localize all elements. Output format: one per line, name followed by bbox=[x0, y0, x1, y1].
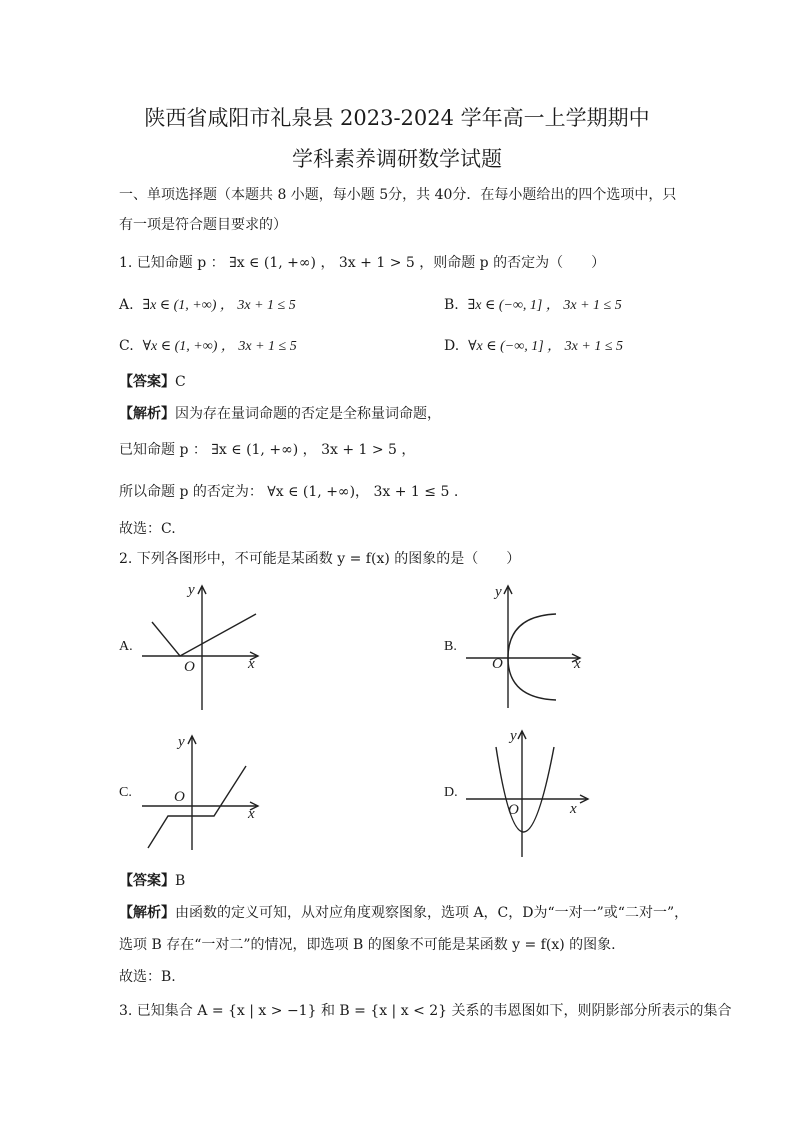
y-axis-label: y bbox=[188, 582, 195, 598]
function-curve bbox=[496, 747, 554, 832]
q1-analysis bbox=[119, 405, 441, 423]
q1-option-a bbox=[119, 296, 296, 315]
q1-analysis-line3: 所以命题 p 的否定为： ∀x ∈ (1, +∞)， 3x + 1 ≤ 5 . bbox=[119, 484, 459, 500]
q2-answer bbox=[119, 872, 185, 890]
q1-analysis-line2: 已知命题 p ： ∃x ∈ (1, +∞) ， 3x + 1 > 5 ， bbox=[119, 442, 416, 458]
q3-stem: 3. 已知集合 A = {x | x > −1} 和 B = {x | x < 2} 关系的韦恩图如下，则阴影部分所表示的集合 bbox=[119, 1003, 732, 1019]
graph-d bbox=[462, 725, 592, 860]
x-axis-label: x bbox=[574, 656, 581, 672]
graph-c bbox=[140, 730, 270, 855]
option-letter: B. bbox=[444, 297, 459, 313]
option-text: ∃x ∈ (−∞, 1] ， 3x + 1 ≤ 5 bbox=[467, 298, 622, 313]
option-letter: D. bbox=[444, 338, 460, 354]
analysis-label: 【解析】 bbox=[119, 905, 175, 921]
page-subtitle: 学科素养调研数学试题 bbox=[292, 147, 502, 171]
option-letter: A. bbox=[119, 297, 134, 313]
origin-label: O bbox=[184, 659, 195, 675]
analysis-text: 由函数的定义可知，从对应角度观察图象，选项 A，C，D为“一对一”或“二对一”， bbox=[175, 905, 689, 921]
x-axis-label: x bbox=[248, 806, 255, 822]
answer-value: C bbox=[175, 374, 186, 390]
q2-stem: 2. 下列各图形中，不可能是某函数 y = f(x) 的图象的是（ ） bbox=[119, 551, 521, 567]
x-axis-label: x bbox=[248, 656, 255, 672]
graph-b bbox=[462, 580, 592, 710]
q2-analysis-line2: 选项 B 存在“一对二”的情况，即选项 B 的图象不可能是某函数 y = f(x) 的图象. bbox=[119, 937, 616, 953]
q1-option-b bbox=[444, 296, 622, 315]
function-curve bbox=[148, 766, 246, 848]
graph-a-letter: A. bbox=[119, 639, 133, 654]
y-axis-label: y bbox=[495, 584, 502, 600]
analysis-text: 因为存在量词命题的否定是全称量词命题， bbox=[175, 406, 441, 422]
answer-label: 【答案】 bbox=[119, 873, 175, 889]
answer-label: 【答案】 bbox=[119, 374, 175, 390]
analysis-label: 【解析】 bbox=[119, 406, 175, 422]
section-heading: 一、单项选择题（本题共 8 小题，每小题 5分，共 40分．在每小题给出的四个选项中，只 bbox=[119, 187, 677, 203]
q1-option-d bbox=[444, 337, 623, 356]
q1-option-c bbox=[119, 337, 297, 356]
q1-conclusion: 故选：C. bbox=[119, 521, 176, 537]
option-letter: C. bbox=[119, 338, 134, 354]
y-axis-label: y bbox=[178, 734, 185, 750]
graph-b-letter: B. bbox=[444, 639, 457, 654]
option-text: ∀x ∈ (1, +∞) ， 3x + 1 ≤ 5 bbox=[142, 339, 297, 354]
x-axis-label: x bbox=[570, 801, 577, 817]
page-title: 陕西省咸阳市礼泉县 2023-2024 学年高一上学期期中 bbox=[144, 106, 650, 130]
option-text: ∀x ∈ (−∞, 1] ， 3x + 1 ≤ 5 bbox=[468, 339, 624, 354]
q1-answer bbox=[119, 373, 186, 391]
origin-label: O bbox=[492, 656, 503, 672]
function-curve bbox=[152, 614, 256, 656]
graph-d-letter: D. bbox=[444, 785, 458, 800]
q2-analysis bbox=[119, 904, 688, 922]
y-axis-label: y bbox=[510, 728, 517, 744]
q2-conclusion: 故选：B. bbox=[119, 969, 176, 985]
section-heading-cont: 有一项是符合题目要求的） bbox=[119, 217, 287, 233]
answer-value: B bbox=[175, 873, 186, 889]
q1-stem: 1. 已知命题 p ： ∃x ∈ (1, +∞) ， 3x + 1 > 5 ，则命题 p 的否定为（ ） bbox=[119, 255, 606, 271]
origin-label: O bbox=[508, 802, 519, 818]
graph-c-letter: C. bbox=[119, 785, 132, 800]
function-curve bbox=[508, 614, 556, 700]
graph-a bbox=[140, 580, 270, 715]
origin-label: O bbox=[174, 789, 185, 805]
option-text: ∃x ∈ (1, +∞) ， 3x + 1 ≤ 5 bbox=[142, 298, 296, 313]
